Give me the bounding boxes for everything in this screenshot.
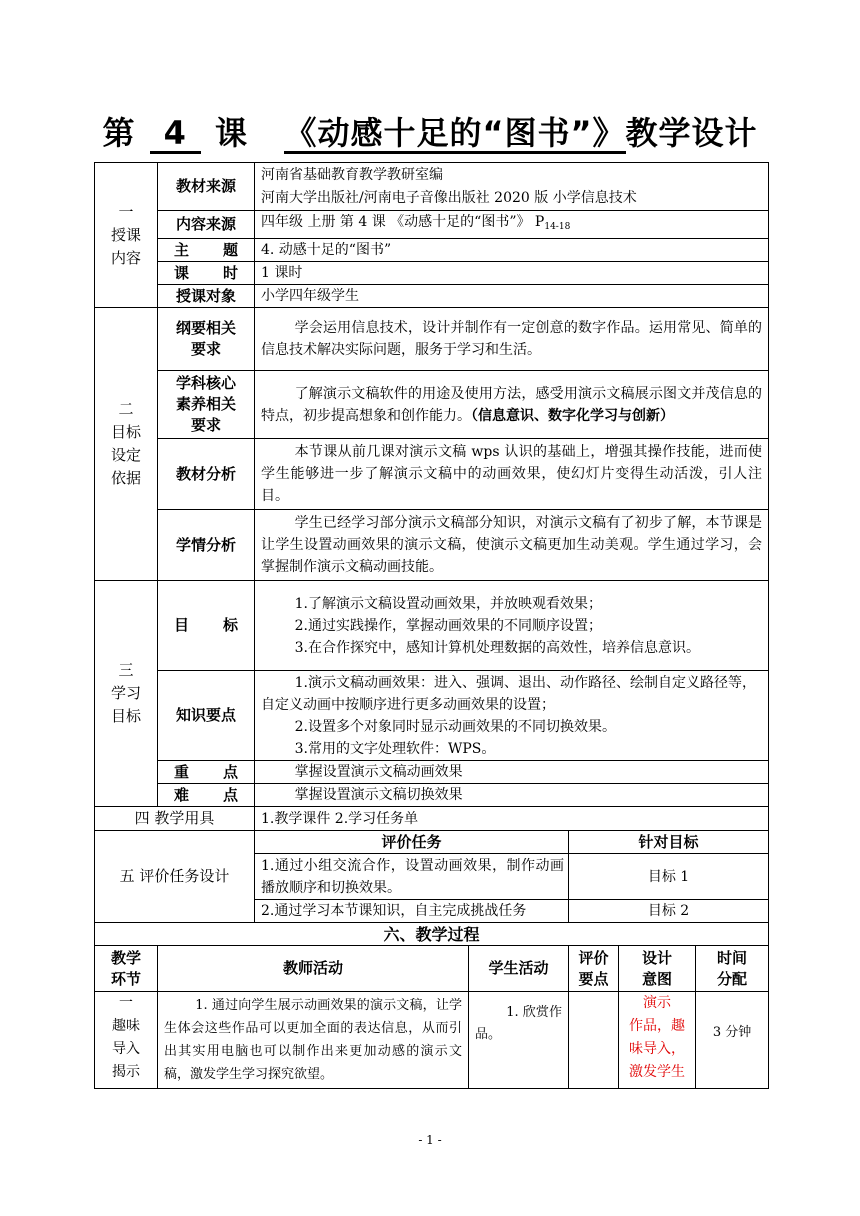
col-header-time: 时间 分配	[696, 946, 769, 992]
audience-value: 小学四年级学生	[255, 285, 769, 308]
row-label-class-hours: 课 时	[158, 262, 255, 285]
title-mid: 课	[215, 114, 249, 152]
core-literacy-bold: （信息意识、数字化学习与创新）	[471, 407, 674, 424]
learner-analysis-value: 学生已经学习部分演示文稿部分知识，对演示文稿有了初步了解，本节课是让学生设置动画效果的演示文稿，使演示文稿更加生动美观。学生通过学习，会掌握制作演示文稿动画技能。	[255, 510, 769, 581]
table-row	[95, 831, 769, 854]
eval-goal-2: 目标 2	[569, 900, 769, 923]
section4-label: 四 教学用具	[95, 807, 255, 831]
row-label-textbook-source: 教材来源	[158, 163, 255, 211]
teacher-activity-cell: 1. 通过向学生展示动画效果的演示文稿，让学生体会这些作品可以更加全面的表达信息，从而引出其实用电脑也可以制作出来更加动感的演示文稿，激发学生学习探究欲望。	[158, 992, 469, 1089]
list-item: 1.演示文稿动画效果：进入、强调、退出、动作路径、绘制自定义路径等，自定义动画中按顺序进行更多动画效果的设置；	[261, 674, 756, 713]
eval-task-2: 2.通过学习本节课知识，自主完成挑战任务	[255, 900, 569, 923]
table-row	[95, 308, 769, 371]
list-item: 2.设置多个对象同时显示动画效果的不同切换效果。	[294, 718, 616, 735]
target-goal-header: 针对目标	[569, 831, 769, 854]
eval-goal-1: 目标 1	[569, 854, 769, 900]
row-label-learner-analysis: 学情分析	[158, 510, 255, 581]
time-cell: 3 分钟	[696, 992, 769, 1089]
table-row	[95, 262, 769, 285]
row-label-textbook-analysis: 教材分析	[158, 439, 255, 510]
table-row	[95, 239, 769, 262]
col-header-teacher: 教师活动	[158, 946, 469, 992]
row-label-topic: 主 题	[158, 239, 255, 262]
table-row	[95, 946, 769, 992]
row-label-difficulty: 难 点	[158, 784, 255, 807]
title-prefix: 第	[102, 114, 136, 152]
eval-task-header: 评价任务	[255, 831, 569, 854]
col-header-intent: 设计 意图	[619, 946, 696, 992]
section1-label: 一 授课 内容	[95, 163, 158, 308]
list-item: 3.在合作探究中，感知计算机处理数据的高效性，培养信息意识。	[294, 639, 700, 656]
difficulty-value: 掌握设置演示文稿切换效果	[255, 784, 769, 807]
table-row	[95, 163, 769, 211]
table-row	[95, 761, 769, 784]
table-row	[95, 211, 769, 239]
row-label-outline-requirements: 纲要相关 要求	[158, 308, 255, 371]
list-item: 2.通过实践操作，掌握动画效果的不同顺序设置；	[294, 617, 602, 634]
title-suffix: 教学设计	[625, 114, 758, 152]
section3-label: 三 学习 目标	[95, 581, 158, 807]
table-row	[95, 581, 769, 671]
page-number: - 1 -	[418, 1133, 442, 1147]
table-row	[95, 439, 769, 510]
lesson-plan-sheet	[94, 162, 768, 1089]
list-item: 1.了解演示文稿设置动画效果，并放映观看效果；	[294, 595, 602, 612]
outline-requirements-value: 学会运用信息技术，设计并制作有一定创意的数字作品。运用常见、简单的信息技术解决实际问题，服务于学习和生活。	[255, 308, 769, 371]
core-literacy-value: 了解演示文稿软件的用途及使用方法，感受用演示文稿展示图文并茂信息的特点，初步提高想象和创作能力。	[261, 385, 763, 424]
textbook-analysis-value: 本节课从前几课对演示文稿 wps 认识的基础上，增强其操作技能，进而使学生能够进一步了解演示文稿中的动画效果，使幻灯片变得生动活泼，引人注目。	[255, 439, 769, 510]
key-point-value: 掌握设置演示文稿动画效果	[255, 761, 769, 784]
core-literacy-cell	[255, 371, 769, 439]
table-row	[95, 285, 769, 308]
content-source-cell	[255, 211, 769, 239]
lesson-plan-table	[94, 162, 769, 1089]
class-hours-value: 1 课时	[255, 262, 769, 285]
row-label-knowledge-points: 知识要点	[158, 671, 255, 761]
col-header-stage: 教学 环节	[95, 946, 158, 992]
table-row	[95, 510, 769, 581]
eval-task-1: 1.通过小组交流合作，设置动画效果，制作动画播放顺序和切换效果。	[255, 854, 569, 900]
row-label-goals: 目 标	[158, 581, 255, 671]
section2-label: 二 目标 设定 依据	[95, 308, 158, 581]
list-item: 3.常用的文字处理软件：WPS。	[294, 740, 496, 757]
title-book: 《动感十足的“图书”》	[284, 116, 625, 154]
row-label-audience: 授课对象	[158, 285, 255, 308]
row-label-content-source: 内容来源	[158, 211, 255, 239]
page-range-subscript: 14-18	[544, 222, 571, 232]
table-row	[95, 923, 769, 946]
topic-value: 4. 动感十足的“图书”	[255, 239, 769, 262]
goals-list	[255, 581, 769, 671]
textbook-source-value: 河南省基础教育教学教研室编 河南大学出版社/河南电子音像出版社 2020 版 小学信息技术	[255, 163, 769, 211]
eval-point-cell	[569, 992, 619, 1089]
title-lesson-number: 4	[150, 116, 201, 154]
stage-cell: 一 趣味 导入 揭示	[95, 992, 158, 1089]
table-row	[95, 371, 769, 439]
table-row	[95, 807, 769, 831]
col-header-student: 学生活动	[469, 946, 569, 992]
teaching-aids-value: 1.教学课件 2.学习任务单	[255, 807, 769, 831]
table-row	[95, 671, 769, 761]
page-title	[0, 108, 860, 154]
section6-title: 六、教学过程	[95, 923, 769, 946]
table-row	[95, 992, 769, 1089]
row-label-core-literacy: 学科核心 素养相关 要求	[158, 371, 255, 439]
knowledge-list	[255, 671, 769, 761]
row-label-key-point: 重 点	[158, 761, 255, 784]
design-intent-cell: 演示 作品，趣 味导入， 激发学生	[619, 992, 696, 1089]
section5-label: 五 评价任务设计	[95, 831, 255, 923]
content-source-value: 四年级 上册 第 4 课 《动感十足的“图书”》 P	[261, 214, 545, 230]
table-row	[95, 784, 769, 807]
col-header-eval: 评价 要点	[569, 946, 619, 992]
student-activity-cell: 1. 欣赏作品。	[469, 992, 569, 1089]
